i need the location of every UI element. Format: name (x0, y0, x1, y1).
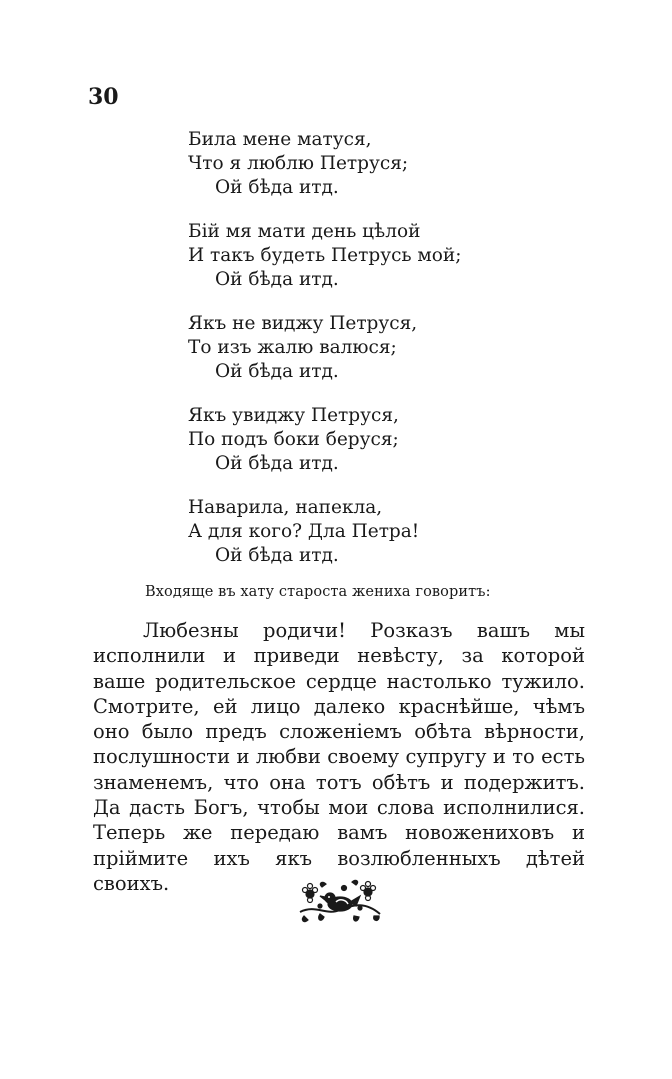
page-number: 30 (88, 84, 119, 110)
stanza-1 (188, 128, 608, 200)
prose-paragraph: Любезны родичи! Розказъ вашъ мы исполнили и приведи невѣсту, за которой ваше родительское сердце настолько тужило. Смотрите, ей лицо далеко краснѣйше, чѣмъ оно было предъ сложеніемъ обѣта вѣрности, послушности и любви своему супругу и то есть знаменемъ, что она тотъ обѣтъ и подержитъ. Да дасть Богъ, чтобы мои слова исполнилися. Теперь же передаю вамъ новожениховъ и пріймите ихъ якъ возлюбленныхъ дѣтей своихъ. (93, 619, 585, 895)
verse-line: Била мене матуся, (188, 129, 372, 150)
stage-direction: Входяще въ хату староста жениха говоритъ: (145, 584, 491, 600)
refrain-line: Ой бѣда итд. (215, 545, 339, 566)
verse-line: Что я люблю Петруся; (188, 153, 409, 174)
verse-line: А для кого? Дла Петра! (188, 521, 420, 542)
stanza-3 (188, 312, 608, 384)
verse-line: Якъ не виджу Петруся, (188, 313, 418, 334)
verse-line: То изъ жалю валюся; (188, 337, 397, 358)
refrain-line: Ой бѣда итд. (215, 177, 339, 198)
verse-line: И такъ будеть Петрусь мой; (188, 245, 462, 266)
refrain-line: Ой бѣда итд. (215, 361, 339, 382)
refrain-line: Ой бѣда итд. (215, 453, 339, 474)
floral-bird-ornament-icon (296, 876, 384, 926)
verse-line: Якъ увиджу Петруся, (188, 405, 399, 426)
poem (188, 128, 608, 588)
stanza-5 (188, 496, 608, 568)
stanza-4 (188, 404, 608, 476)
verse-line: Бій мя мати день цѣлой (188, 221, 421, 242)
verse-line: Наварила, напекла, (188, 497, 383, 518)
refrain-line: Ой бѣда итд. (215, 269, 339, 290)
verse-line: По подъ боки беруся; (188, 429, 399, 450)
stanza-2 (188, 220, 608, 292)
